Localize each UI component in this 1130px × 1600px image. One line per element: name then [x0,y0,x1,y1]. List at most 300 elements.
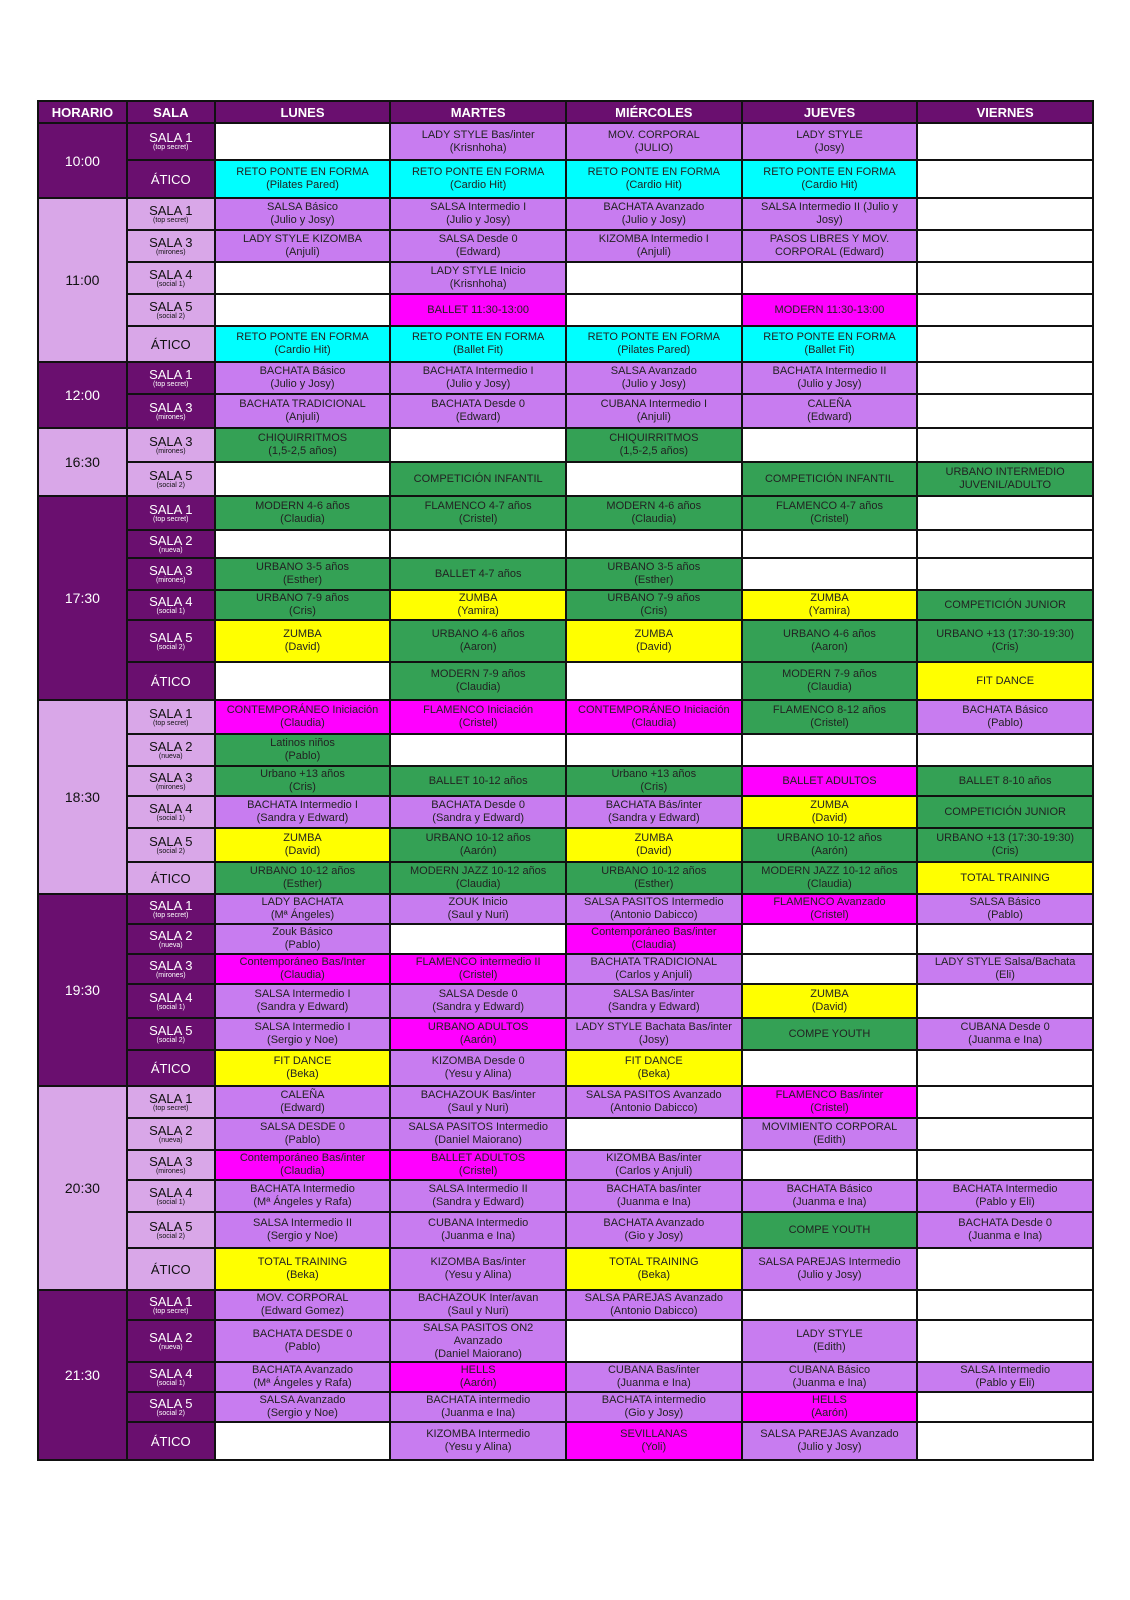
class-instructor: (Edward Gomez) [260,1305,345,1317]
class-name: URBANO 10-12 años [776,832,883,844]
room-cell [127,530,215,558]
class-name: ZUMBA [810,988,849,1000]
class-name: ZUMBA [458,592,498,604]
schedule-row [38,1118,1093,1150]
class-instructor: (Edward) [280,1102,325,1114]
class-cell-viernes [917,1118,1093,1150]
class-name: RETO PONTE EN FORMA [236,166,369,178]
class-name: URBANO 10-12 años [249,865,356,877]
class-name: ZUMBA [634,832,674,844]
class-cell-martes [390,1086,566,1118]
class-cell-viernes [917,734,1093,766]
room-cell [127,558,215,590]
room-cell [127,230,215,262]
class-cell-lunes [215,1248,391,1290]
room-name: ÁTICO [150,870,191,886]
room-cell [127,428,215,462]
class-name: RETO PONTE EN FORMA [236,331,369,343]
schedule-row [38,294,1093,326]
class-name: BACHATA Intermedio [952,1183,1058,1195]
schedule-row [38,1422,1093,1460]
class-cell-martes [390,1362,566,1392]
room-name: ÁTICO [150,336,191,352]
room-name: ÁTICO [150,673,191,689]
class-cell-martes [390,620,566,662]
room-nickname: (mirones) [155,576,186,584]
class-name: RETO PONTE EN FORMA [763,331,896,343]
class-cell-lunes [215,160,391,198]
class-cell-viernes [917,620,1093,662]
schedule-row [38,734,1093,766]
room-name: SALA 5 [149,298,193,314]
class-cell-martes [390,294,566,326]
class-cell-viernes [917,1050,1093,1086]
schedule-row [38,160,1093,198]
class-cell-martes [390,362,566,394]
class-cell-lunes [215,123,391,160]
class-cell-viernes [917,123,1093,160]
class-cell-martes [390,1422,566,1460]
schedule-row [38,394,1093,428]
class-instructor: (Saul y Nuri) [447,1102,509,1114]
class-name: SALSA Básico [969,896,1041,908]
class-cell-miercoles [566,326,742,362]
class-name: BACHATA Bás/inter [605,799,702,811]
class-cell-lunes [215,924,391,954]
class-cell-viernes [917,1290,1093,1320]
room-nickname: (social 2) [156,312,185,320]
header-row [38,101,1093,123]
room-name: SALA 1 [149,705,193,721]
class-instructor: (Antonio Dabicco) [610,909,698,921]
schedule-row [38,1320,1093,1362]
class-cell-viernes [917,1320,1093,1362]
room-name: SALA 1 [149,1090,193,1106]
schedule-row [38,1392,1093,1422]
class-cell-miercoles [566,462,742,496]
room-name: ÁTICO [150,171,191,187]
room-name: SALA 5 [149,467,193,483]
class-name: RETO PONTE EN FORMA [587,166,721,178]
class-name: ZUMBA [283,832,322,844]
class-name: ZUMBA [810,799,849,811]
class-cell-jueves [742,1086,918,1118]
schedule-row [38,1018,1093,1050]
class-instructor: (Claudia) [631,513,677,525]
class-cell-miercoles [566,558,742,590]
class-name: BACHAZOUK Inter/avan [417,1292,539,1304]
room-cell [127,198,215,230]
class-instructor: (Cardio Hit) [801,179,858,191]
class-cell-jueves [742,1290,918,1320]
class-name: BACHATA Desde 0 [431,799,526,811]
room-cell [127,362,215,394]
class-cell-jueves [742,620,918,662]
schedule-row [38,828,1093,862]
room-nickname: (social 2) [156,643,185,651]
class-name: FLAMENCO 4-7 años [424,500,532,512]
class-cell-jueves [742,262,918,294]
class-name: MODERN 7-9 años [430,668,526,680]
class-name: COMPETICIÓN JUNIOR [944,598,1066,611]
class-instructor: (Claudia) [280,717,325,729]
class-name: SALSA PASITOS Avanzado [585,1089,722,1101]
class-instructor: (Yesu y Alina) [444,1441,512,1453]
class-cell-jueves [742,198,918,230]
class-instructor: (Claudia) [631,717,677,729]
class-name: SALSA Intermedio II (Julio y [760,201,898,213]
class-name: Urbano +13 años [260,768,345,780]
room-name: SALA 1 [149,130,193,145]
class-name: TOTAL TRAINING [257,1256,348,1268]
class-cell-viernes [917,394,1093,428]
class-cell-viernes [917,558,1093,590]
class-instructor: (Edward) [807,411,852,423]
class-cell-viernes [917,230,1093,262]
class-name: SALSA Intermedio II [428,1183,528,1195]
room-cell [127,894,215,924]
class-instructor: (Cardio Hit) [274,344,331,356]
class-name: SALSA Intermedio [960,1364,1051,1376]
schedule-row [38,766,1093,796]
class-instructor: (Julio y Josy) [446,378,511,390]
time-slot: 17:30 [38,496,127,700]
class-name: MODERN 4-6 años [606,500,702,512]
class-instructor: (Claudia) [280,969,325,981]
room-name: SALA 2 [149,532,193,548]
class-name: CALEÑA [280,1089,325,1101]
class-cell-martes [390,1320,566,1362]
class-cell-martes [390,262,566,294]
class-instructor: (Gio y Josy) [624,1230,684,1242]
class-instructor: (Juanma e Ina) [792,1377,867,1389]
class-instructor: (David) [284,845,321,857]
class-instructor: (Yesu y Alina) [444,1269,512,1281]
class-name: SALSA Intermedio I [430,201,527,213]
class-instructor: (1,5-2,5 años) [619,445,689,457]
room-cell [127,1018,215,1050]
schedule-row [38,894,1093,924]
class-name: KIZOMBA Bas/inter [606,1152,702,1164]
room-cell [127,496,215,530]
room-name: SALA 3 [149,769,193,785]
schedule-row [38,362,1093,394]
class-cell-jueves [742,1248,918,1290]
class-cell-martes [390,496,566,530]
class-name: CUBANA Desde 0 [960,1021,1050,1033]
class-instructor: (Cardio Hit) [450,179,507,191]
class-instructor: (Josy) [814,141,845,154]
class-cell-lunes [215,828,391,862]
class-cell-jueves [742,160,918,198]
class-instructor: CORPORAL (Edward) [774,246,884,258]
class-instructor: (Sandra y Edward) [432,812,525,824]
class-cell-martes [390,700,566,734]
schedule-row [38,620,1093,662]
class-cell-miercoles [566,198,742,230]
room-name: SALA 4 [149,593,193,609]
class-name: FLAMENCO 4-7 años [775,500,883,512]
class-name: BALLET 10-12 años [428,774,528,787]
class-cell-jueves [742,796,918,828]
class-instructor: (Antonio Dabicco) [610,1102,698,1114]
class-name: SALSA PASITOS ON2 [423,1321,534,1334]
class-instructor: (Anjuli) [636,246,671,258]
class-instructor: (Cristel) [810,1102,849,1114]
room-cell [127,766,215,796]
class-cell-viernes [917,1248,1093,1290]
class-instructor: (Cris) [640,781,668,793]
class-cell-martes [390,198,566,230]
room-cell [127,828,215,862]
class-instructor: (Cristel) [458,513,498,525]
schedule-row [38,862,1093,894]
class-instructor: (Saul y Nuri) [447,909,509,921]
schedule-row [38,326,1093,362]
class-cell-viernes [917,262,1093,294]
class-name: BACHATA Desde 0 [958,1217,1053,1229]
class-cell-jueves [742,1422,918,1460]
class-cell-miercoles [566,984,742,1018]
class-cell-lunes [215,984,391,1018]
class-cell-miercoles [566,1248,742,1290]
class-name: KIZOMBA Bas/inter [430,1256,526,1268]
time-slot: 19:30 [38,894,127,1086]
class-cell-martes [390,326,566,362]
class-name: COMPETICIÓN JUNIOR [944,805,1066,818]
class-instructor: (Edward) [455,411,501,423]
class-instructor: (Claudia) [455,878,501,890]
schedule-row [38,1180,1093,1212]
header-martes: MARTES [390,101,566,123]
schedule-row [38,1362,1093,1392]
class-instructor: (Edith) [813,1341,846,1353]
class-instructor: (Juanma e Ina) [441,1407,516,1419]
class-name: PASOS LIBRES Y MOV. [769,233,890,245]
schedule-row [38,198,1093,230]
class-instructor: (Julio y Josy) [621,214,686,226]
room-name: SALA 5 [149,1395,193,1411]
class-instructor: (Cris) [289,781,316,793]
room-nickname: (social 2) [156,847,185,855]
class-name: BALLET ADULTOS [431,1152,526,1164]
room-name: SALA 3 [149,234,193,250]
class-instructor: (Anjuli) [285,246,320,258]
room-cell [127,1212,215,1248]
class-cell-lunes [215,462,391,496]
class-name: SALSA Intermedio II [252,1217,353,1229]
class-cell-jueves [742,1212,918,1248]
class-name: BACHATA intermedio [426,1394,531,1406]
class-cell-viernes [917,796,1093,828]
room-cell [127,734,215,766]
class-schedule-table [37,100,1094,1461]
room-name: ÁTICO [150,1261,191,1277]
class-instructor: (Yesu y Alina) [444,1068,512,1080]
class-instructor: (Cris) [991,641,1019,653]
room-name: SALA 3 [149,562,193,578]
time-slot: 21:30 [38,1290,127,1460]
class-instructor: (Cristel) [458,969,498,981]
class-name: MOV. CORPORAL [607,128,700,141]
room-nickname: (top secret) [153,1307,189,1315]
room-nickname: (mirones) [155,447,186,455]
class-name: LADY STYLE [796,1328,863,1340]
class-cell-viernes [917,496,1093,530]
class-instructor: (David) [284,641,321,653]
schedule-row [38,1050,1093,1086]
class-instructor: (Ballet Fit) [453,344,504,356]
class-cell-lunes [215,1180,391,1212]
class-cell-jueves [742,326,918,362]
class-name: FLAMENCO intermedio II [415,956,541,968]
room-nickname: (mirones) [155,1167,186,1175]
class-name: SALSA DESDE 0 [260,1121,345,1133]
class-instructor: (Julio y Josy) [446,214,511,226]
class-instructor: (Pilates Pared) [266,179,339,191]
class-cell-jueves [742,1392,918,1422]
class-cell-jueves [742,1362,918,1392]
class-cell-martes [390,590,566,620]
class-name: BACHATA Avanzado [252,1364,353,1376]
class-name: Contemporáneo Bas/inter [239,1152,366,1164]
room-name: SALA 1 [149,202,193,218]
class-name: CONTEMPORÁNEO Iniciación [226,704,379,716]
class-cell-viernes [917,530,1093,558]
class-name: SALSA Básico [267,201,338,213]
schedule-row [38,1086,1093,1118]
time-slot: 11:00 [38,198,127,362]
class-instructor: (Juanma e Ina) [616,1196,691,1208]
class-instructor: (Juanma e Ina) [441,1230,516,1242]
class-instructor: (Esther) [282,574,323,586]
class-cell-miercoles [566,428,742,462]
class-cell-miercoles [566,894,742,924]
class-name: COMPE YOUTH [788,1027,871,1040]
class-cell-lunes [215,326,391,362]
class-name: FIT DANCE [624,1055,683,1067]
class-cell-viernes [917,1180,1093,1212]
class-name: URBANO 7-9 años [607,592,701,604]
class-instructor: (Juanma e Ina) [968,1034,1043,1046]
class-name: URBANO 4-6 años [783,628,876,640]
class-cell-lunes [215,1422,391,1460]
class-instructor: (Sandra y Edward) [607,812,700,824]
class-name: KIZOMBA Desde 0 [431,1055,525,1067]
class-cell-miercoles [566,530,742,558]
class-cell-jueves [742,894,918,924]
class-cell-miercoles [566,262,742,294]
class-instructor: (Claudia) [280,1165,325,1177]
class-cell-martes [390,1118,566,1150]
class-instructor: (Cristel) [810,513,849,525]
class-cell-miercoles [566,590,742,620]
schedule-row [38,662,1093,700]
class-instructor: (Julio y Josy) [270,378,335,390]
room-cell [127,294,215,326]
class-cell-martes [390,1150,566,1180]
header-viernes: VIERNES [917,101,1093,123]
class-instructor: (Pablo) [284,750,321,762]
class-cell-viernes [917,862,1093,894]
class-name: SALSA Intermedio I [254,988,351,1000]
schedule-row [38,954,1093,984]
class-instructor: (Julio y Josy) [270,214,335,226]
class-instructor: (Edith) [813,1134,846,1146]
room-cell [127,1392,215,1422]
room-nickname: (top secret) [153,911,189,919]
class-cell-martes [390,428,566,462]
class-cell-miercoles [566,1050,742,1086]
room-cell [127,620,215,662]
room-name: SALA 4 [149,989,193,1005]
class-instructor: (Juanma e Ina) [968,1230,1043,1242]
schedule-row [38,796,1093,828]
class-name: RETO PONTE EN FORMA [763,166,896,178]
class-cell-jueves [742,1150,918,1180]
class-instructor: (Daniel Maiorano) [434,1347,522,1360]
room-nickname: (top secret) [153,216,189,224]
class-instructor: (Sandra y Edward) [256,1001,349,1013]
class-instructor: (Beka) [637,1269,671,1281]
class-name: URBANO 10-12 años [601,865,707,877]
schedule-row [38,262,1093,294]
class-cell-martes [390,662,566,700]
class-cell-viernes [917,894,1093,924]
time-slot: 16:30 [38,428,127,496]
class-name: BACHAZOUK Bas/inter [420,1089,536,1101]
class-name: RETO PONTE EN FORMA [411,331,545,343]
class-name: BALLET 11:30-13:00 [427,303,530,316]
class-name: SALSA Avanzado [610,365,697,377]
class-cell-lunes [215,1290,391,1320]
class-instructor: (Sergio y Noe) [267,1230,338,1242]
class-instructor: (Sergio y Noe) [267,1407,338,1419]
class-cell-viernes [917,462,1093,496]
class-name: FLAMENCO 8-12 años [772,704,887,716]
class-name: MODERN 4-6 años [255,500,350,512]
class-cell-jueves [742,700,918,734]
class-cell-martes [390,828,566,862]
room-nickname: (mirones) [155,413,186,421]
class-instructor: (Julio y Josy) [797,1269,862,1281]
room-nickname: (social 1) [156,1379,185,1387]
class-cell-lunes [215,766,391,796]
class-name: MOVIMIENTO CORPORAL [761,1121,898,1133]
room-name: SALA 2 [149,738,193,754]
room-cell [127,1248,215,1290]
room-cell [127,700,215,734]
class-cell-jueves [742,1018,918,1050]
class-instructor: (Claudia) [807,878,852,890]
room-name: SALA 4 [149,1365,193,1381]
class-name: BACHATA Básico [259,365,346,377]
room-cell [127,462,215,496]
class-name: CHIQUIRRITMOS [609,432,699,444]
class-cell-viernes [917,924,1093,954]
class-cell-miercoles [566,954,742,984]
class-name: SALSA PAREJAS Intermedio [758,1256,901,1268]
class-cell-lunes [215,262,391,294]
class-cell-lunes [215,954,391,984]
class-cell-viernes [917,1422,1093,1460]
class-name: CONTEMPORÁNEO Iniciación [578,704,730,716]
class-name: BACHATA TRADICIONAL [590,956,718,968]
class-cell-martes [390,734,566,766]
room-nickname: (top secret) [153,380,189,388]
time-slot: 12:00 [38,362,127,428]
room-name: SALA 4 [149,266,193,282]
